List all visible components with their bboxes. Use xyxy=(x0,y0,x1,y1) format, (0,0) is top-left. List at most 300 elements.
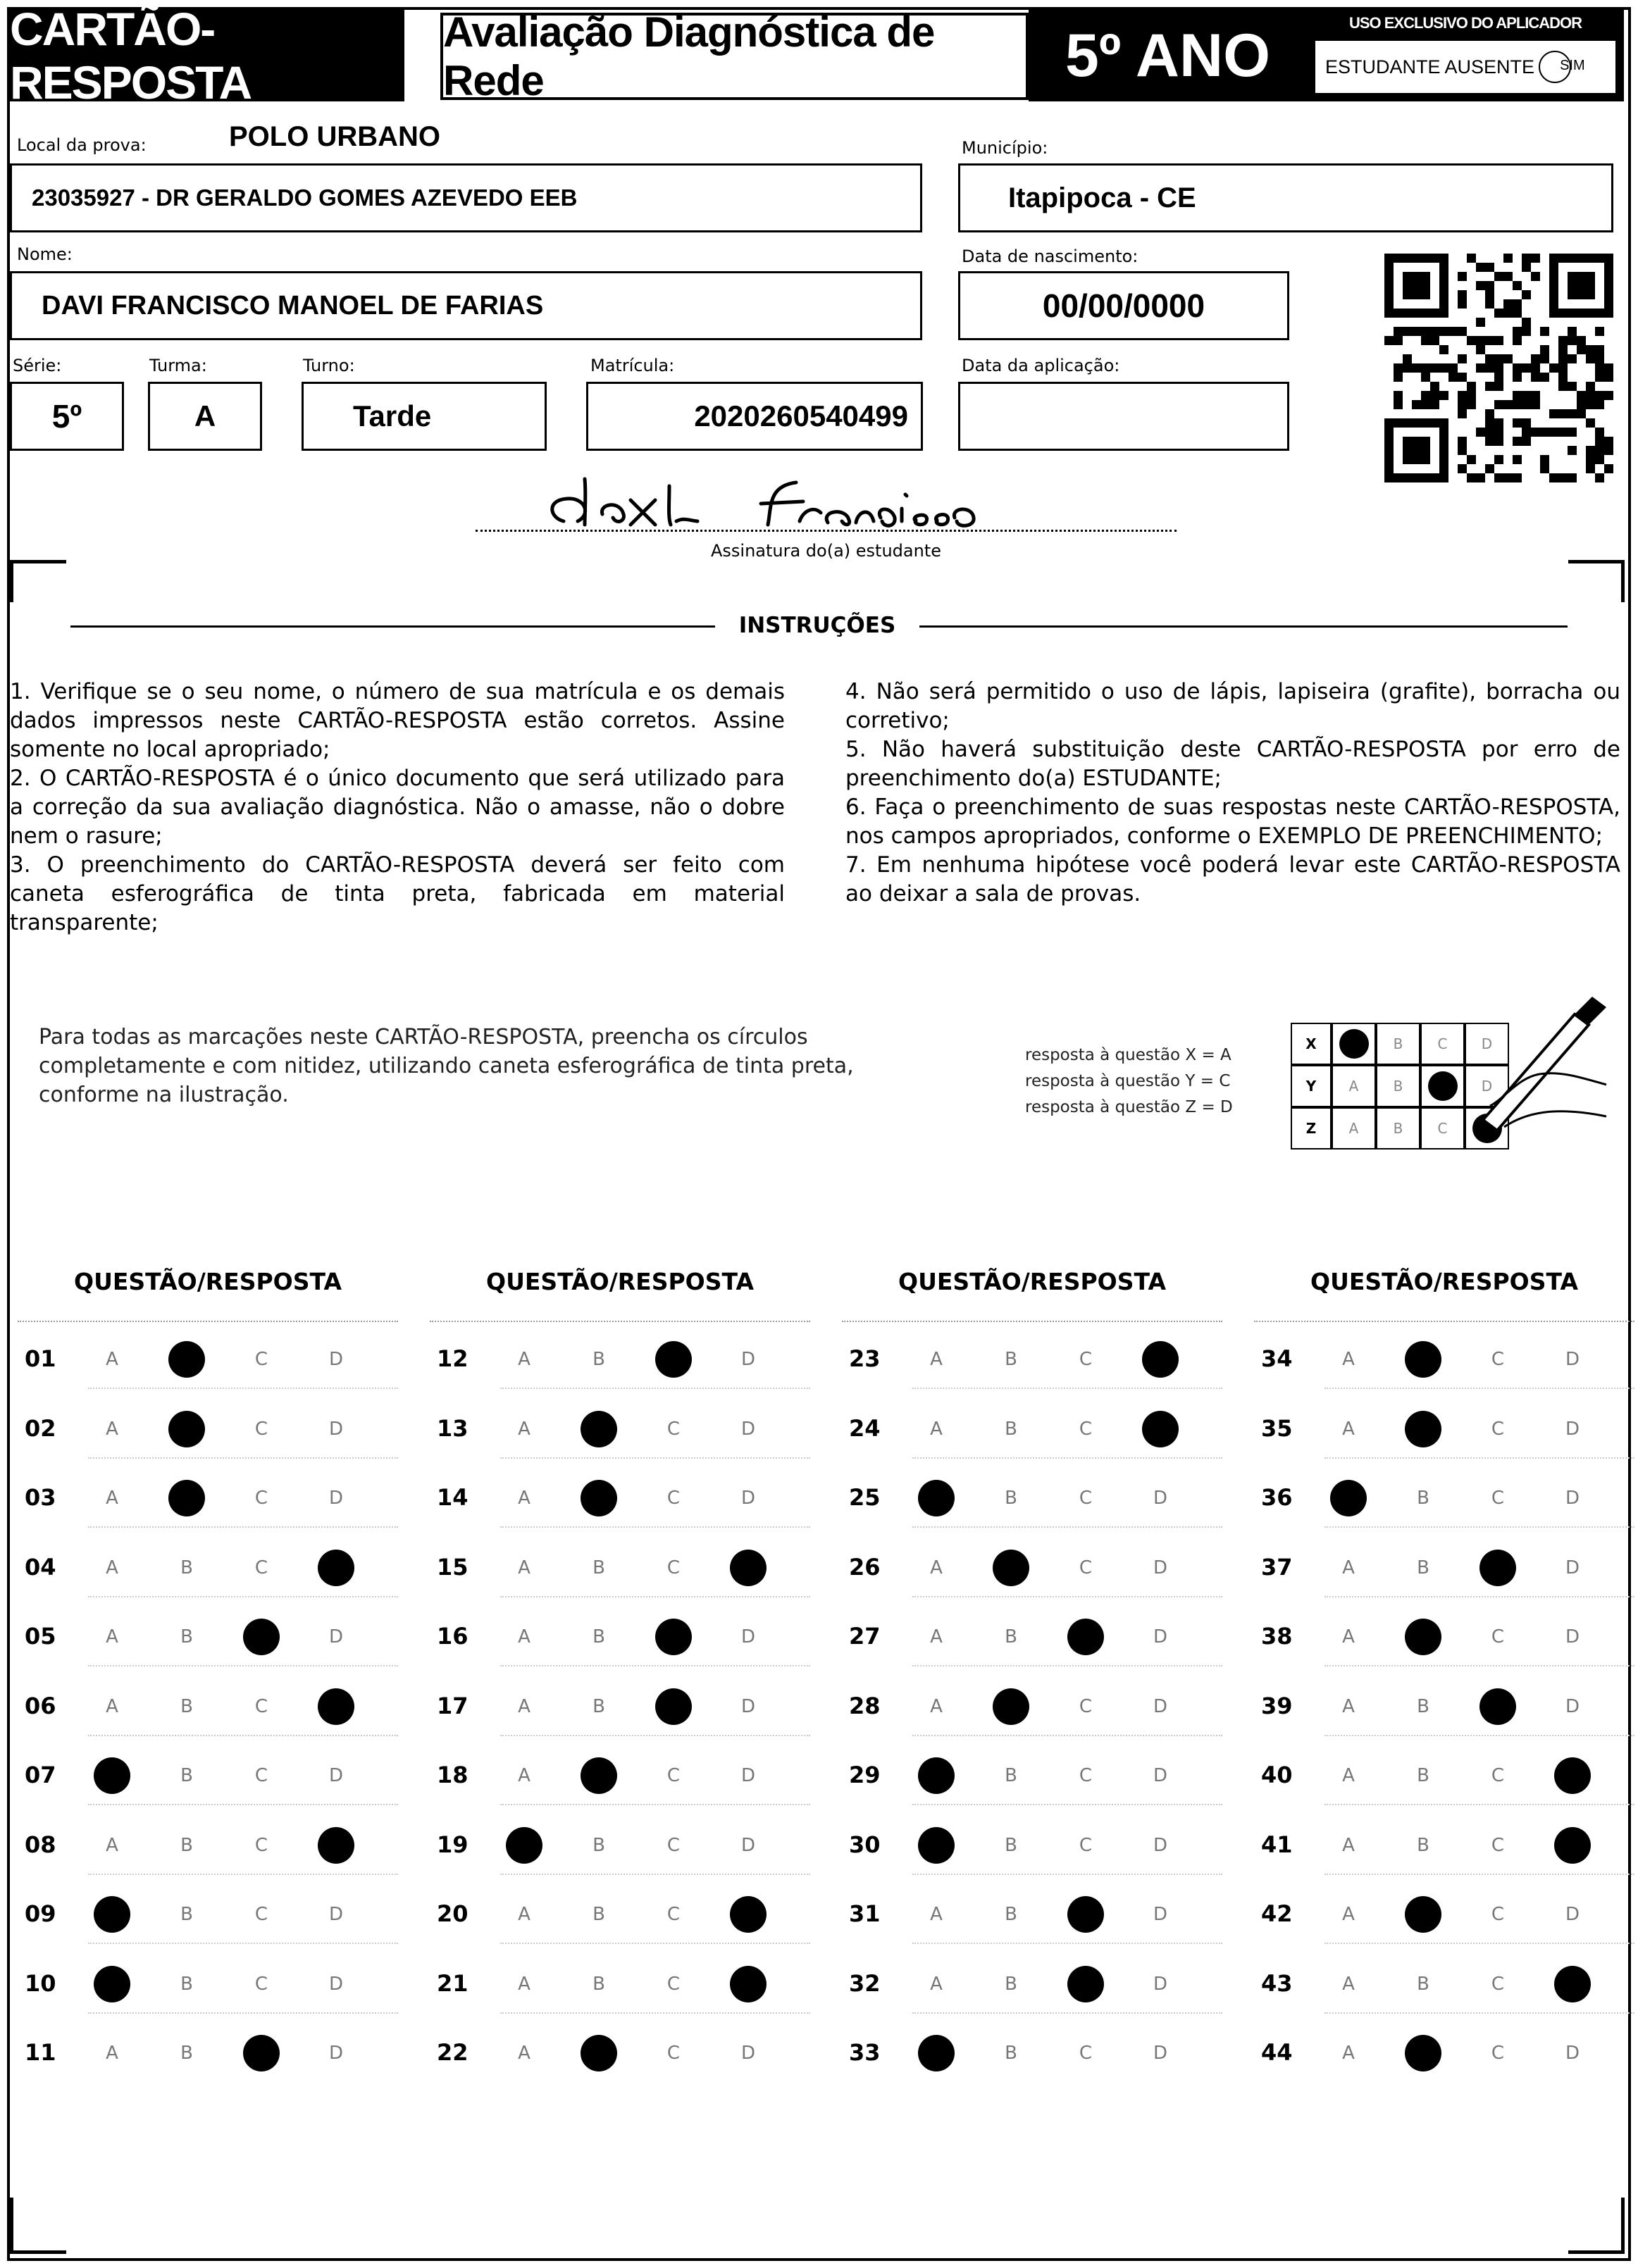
answer-bubble-a[interactable]: A xyxy=(1342,1765,1355,1786)
answer-bubble-b[interactable]: B xyxy=(1005,1765,1017,1786)
answer-bubble-b[interactable] xyxy=(1405,1341,1441,1378)
question-number: 05 xyxy=(25,1623,56,1650)
answer-bubble-a[interactable]: A xyxy=(1342,1904,1355,1925)
answer-bubble-c[interactable]: C xyxy=(666,2043,681,2064)
answer-bubble-b[interactable] xyxy=(581,1757,617,1794)
answer-bubble-d[interactable] xyxy=(1554,1757,1591,1794)
answer-bubble-c[interactable]: C xyxy=(1491,1349,1505,1370)
answer-bubble-b[interactable]: B xyxy=(180,1904,193,1925)
answer-bubble-a[interactable]: A xyxy=(930,1904,943,1925)
row-separator xyxy=(912,1943,1222,1944)
answer-bubble-c[interactable] xyxy=(655,1619,692,1655)
row-separator xyxy=(1324,1596,1634,1597)
answer-bubble-a[interactable]: A xyxy=(1342,1418,1355,1440)
turno-value: Tarde xyxy=(353,399,432,432)
example-row-label: X xyxy=(1291,1023,1332,1065)
city-label: Município: xyxy=(962,138,1048,158)
answer-bubble-b[interactable] xyxy=(993,1688,1029,1725)
answer-bubble-a[interactable] xyxy=(918,1757,955,1794)
answer-bubble-c[interactable]: C xyxy=(1079,1695,1093,1717)
row-separator xyxy=(1324,1735,1634,1736)
column-divider xyxy=(1254,1321,1634,1322)
answer-bubble-c[interactable]: C xyxy=(1491,1834,1505,1856)
city-field xyxy=(958,163,1613,232)
answer-bubble-d[interactable]: D xyxy=(1153,1834,1168,1856)
serie-label: Série: xyxy=(13,356,62,375)
answer-bubble-c[interactable]: C xyxy=(1079,1834,1093,1856)
answer-bubble-c[interactable]: C xyxy=(666,1765,681,1786)
answer-bubble-d[interactable]: D xyxy=(740,1626,756,1647)
absent-checkbox[interactable] xyxy=(1539,51,1585,83)
question-number: 14 xyxy=(437,1484,469,1511)
turma-label: Turma: xyxy=(149,356,207,375)
example-filled-bubble xyxy=(1339,1029,1369,1059)
question-number: 23 xyxy=(849,1345,881,1372)
question-number: 41 xyxy=(1261,1831,1293,1858)
answer-bubble-d[interactable]: D xyxy=(1153,1488,1168,1509)
answer-bubble-c[interactable]: C xyxy=(254,1695,268,1717)
answer-bubble-c[interactable]: C xyxy=(1079,2043,1093,2064)
instruction-item: 2. O CARTÃO-RESPOSTA é o único documento que será utilizado para a correção da sua avaliação diagnóstica. Não o amasse, não o dobre nem o rasure; xyxy=(10,766,785,849)
answer-bubble-b[interactable]: B xyxy=(1417,1973,1429,1995)
answer-bubble-c[interactable]: C xyxy=(1079,1349,1093,1370)
question-number: 03 xyxy=(25,1484,56,1511)
answer-bubble-a[interactable] xyxy=(94,1757,130,1794)
answer-bubble-a[interactable]: A xyxy=(1342,1349,1355,1370)
question-number: 35 xyxy=(1261,1414,1293,1442)
answer-bubble-c[interactable] xyxy=(1479,1550,1516,1586)
answer-bubble-b[interactable] xyxy=(1405,1411,1441,1447)
row-separator xyxy=(500,1388,810,1389)
school-field xyxy=(10,163,922,232)
answer-bubble-c[interactable]: C xyxy=(1491,1904,1505,1925)
row-separator xyxy=(500,1596,810,1597)
answer-bubble-d[interactable] xyxy=(730,1550,767,1586)
corner-mark-top-left xyxy=(10,560,66,602)
question-number: 01 xyxy=(25,1345,56,1372)
instructions-left xyxy=(10,678,785,937)
row-separator xyxy=(1324,1526,1634,1528)
answer-bubble-a[interactable]: A xyxy=(1342,1834,1355,1856)
answer-bubble-b[interactable] xyxy=(581,2035,617,2071)
answer-bubble-b[interactable] xyxy=(168,1480,205,1516)
question-number: 30 xyxy=(849,1831,881,1858)
answer-bubble-b[interactable]: B xyxy=(1417,1834,1429,1856)
column-divider xyxy=(842,1321,1222,1322)
answer-bubble-c[interactable] xyxy=(655,1341,692,1378)
answer-bubble-a[interactable]: A xyxy=(106,1557,118,1578)
answer-bubble-b[interactable]: B xyxy=(180,1765,193,1786)
answer-bubble-c[interactable] xyxy=(655,1688,692,1725)
exam-title: Avaliação Diagnóstica de Rede xyxy=(440,13,1029,100)
answer-bubble-c[interactable]: C xyxy=(1079,1765,1093,1786)
answer-bubble-a[interactable]: A xyxy=(930,1695,943,1717)
turma-field xyxy=(148,382,262,451)
answer-bubble-a[interactable] xyxy=(1330,1480,1367,1516)
answer-bubble-b[interactable]: B xyxy=(180,1973,193,1995)
question-number: 27 xyxy=(849,1623,881,1650)
row-separator xyxy=(500,1804,810,1805)
row-separator xyxy=(1324,1665,1634,1666)
row-separator xyxy=(1324,1388,1634,1389)
question-number: 09 xyxy=(25,1900,56,1927)
example-cell xyxy=(1420,1065,1465,1107)
question-number: 43 xyxy=(1261,1969,1293,1997)
answer-bubble-d[interactable] xyxy=(318,1550,354,1586)
answer-bubble-c[interactable]: C xyxy=(666,1488,681,1509)
signature xyxy=(535,451,1113,535)
question-number: 33 xyxy=(849,2039,881,2066)
question-number: 38 xyxy=(1261,1623,1293,1650)
answer-bubble-c[interactable]: C xyxy=(254,1904,268,1925)
row-separator xyxy=(1324,1874,1634,1875)
question-number: 15 xyxy=(437,1553,469,1581)
example-cell: A xyxy=(1332,1065,1376,1107)
answer-bubble-d[interactable]: D xyxy=(1153,1626,1168,1647)
row-separator xyxy=(88,1943,398,1944)
answer-bubble-b[interactable]: B xyxy=(1417,1765,1429,1786)
answer-bubble-a[interactable] xyxy=(918,1827,955,1864)
row-separator xyxy=(912,1526,1222,1528)
answer-bubble-d[interactable]: D xyxy=(740,1765,756,1786)
answer-bubble-c[interactable]: C xyxy=(254,1834,268,1856)
instruction-item: 7. Em nenhuma hipótese você poderá levar este CARTÃO-RESPOSTA ao deixar a sala de provas. xyxy=(845,852,1620,906)
row-separator xyxy=(912,1735,1222,1736)
answer-bubble-d[interactable] xyxy=(318,1827,354,1864)
answer-bubble-d[interactable]: D xyxy=(1565,1557,1580,1578)
example-line: resposta à questão X = A xyxy=(1025,1046,1231,1064)
answer-bubble-b[interactable] xyxy=(1405,2035,1441,2071)
answer-bubble-d[interactable]: D xyxy=(1565,1418,1580,1440)
answer-bubble-b[interactable]: B xyxy=(180,1695,193,1717)
answer-bubble-a[interactable]: A xyxy=(1342,1973,1355,1995)
question-number: 34 xyxy=(1261,1345,1293,1372)
corner-mark-bottom-left xyxy=(10,2198,66,2254)
matricula-value: 2020260540499 xyxy=(694,399,908,432)
birth-label: Data de nascimento: xyxy=(962,247,1138,266)
answer-bubble-d[interactable] xyxy=(1554,1827,1591,1864)
row-separator xyxy=(1324,1943,1634,1944)
example-text: Para todas as marcações neste CARTÃO-RESPOSTA, preencha os círculos completamente e com nitidez, utilizando caneta esferográfica de tinta preta, conforme na ilustração. xyxy=(39,1025,854,1107)
row-separator xyxy=(500,1735,810,1736)
answer-bubble-b[interactable]: B xyxy=(1417,1557,1429,1578)
answer-bubble-d[interactable]: D xyxy=(328,1904,344,1925)
answer-bubble-d[interactable]: D xyxy=(1153,1695,1168,1717)
answer-bubble-b[interactable]: B xyxy=(592,1349,605,1370)
question-number: 21 xyxy=(437,1969,469,1997)
answer-bubble-c[interactable] xyxy=(1479,1688,1516,1725)
answer-bubble-c[interactable]: C xyxy=(666,1904,681,1925)
answer-bubble-d[interactable]: D xyxy=(328,2043,344,2064)
answer-bubble-a[interactable]: A xyxy=(106,1626,118,1647)
answer-bubble-b[interactable] xyxy=(993,1550,1029,1586)
answer-bubble-c[interactable]: C xyxy=(1491,1765,1505,1786)
question-number: 17 xyxy=(437,1692,469,1719)
answer-bubble-c[interactable]: C xyxy=(1491,1418,1505,1440)
answer-bubble-a[interactable]: A xyxy=(1342,1695,1355,1717)
answer-bubble-d[interactable]: D xyxy=(1565,1349,1580,1370)
answer-bubble-d[interactable] xyxy=(730,1966,767,2002)
answer-bubble-c[interactable]: C xyxy=(1491,1488,1505,1509)
answer-bubble-d[interactable]: D xyxy=(328,1418,344,1440)
row-separator xyxy=(500,1943,810,1944)
instruction-item: 3. O preenchimento do CARTÃO-RESPOSTA deverá ser feito com caneta esferográfica de tinta preta, fabricada em material transparente; xyxy=(10,852,785,935)
example-row-label: Z xyxy=(1291,1107,1332,1149)
answer-bubble-d[interactable] xyxy=(1142,1411,1179,1447)
answer-bubble-b[interactable] xyxy=(1405,1896,1441,1933)
answer-bubble-d[interactable]: D xyxy=(328,1349,344,1370)
answer-bubble-c[interactable]: C xyxy=(1079,1557,1093,1578)
answer-bubble-b[interactable]: B xyxy=(1005,1488,1017,1509)
answer-bubble-d[interactable]: D xyxy=(740,1349,756,1370)
question-number: 40 xyxy=(1261,1762,1293,1788)
answer-bubble-b[interactable]: B xyxy=(1005,1973,1017,1995)
answer-bubble-b[interactable]: B xyxy=(592,1557,605,1578)
row-separator xyxy=(912,1665,1222,1666)
answer-bubble-c[interactable] xyxy=(243,1619,280,1655)
answer-bubble-b[interactable]: B xyxy=(592,1834,605,1856)
turno-label: Turno: xyxy=(303,356,355,375)
application-date-label: Data da aplicação: xyxy=(962,356,1120,375)
answer-bubble-b[interactable]: B xyxy=(1005,2043,1017,2064)
answer-bubble-b[interactable]: B xyxy=(1005,1626,1017,1647)
answer-bubble-d[interactable] xyxy=(1554,1966,1591,2002)
question-number: 37 xyxy=(1261,1553,1293,1581)
answer-bubble-c[interactable]: C xyxy=(254,1349,268,1370)
row-separator xyxy=(912,1874,1222,1875)
question-number: 29 xyxy=(849,1762,881,1788)
answer-bubble-d[interactable]: D xyxy=(740,1488,756,1509)
example-cell: B xyxy=(1376,1065,1420,1107)
answer-bubble-a[interactable]: A xyxy=(106,1349,118,1370)
turno-field xyxy=(302,382,547,451)
answer-bubble-b[interactable] xyxy=(581,1480,617,1516)
answer-bubble-a[interactable]: A xyxy=(930,1418,943,1440)
answer-bubble-d[interactable]: D xyxy=(1153,2043,1168,2064)
corner-mark-top-right xyxy=(1568,560,1625,602)
answer-bubble-a[interactable]: A xyxy=(106,1418,118,1440)
question-number: 06 xyxy=(25,1692,56,1719)
answer-bubble-d[interactable]: D xyxy=(1565,1695,1580,1717)
row-separator xyxy=(500,1457,810,1459)
answer-bubble-c[interactable]: C xyxy=(1491,1626,1505,1647)
name-label: Nome: xyxy=(17,244,73,264)
answer-bubble-c[interactable] xyxy=(1067,1896,1104,1933)
answer-bubble-d[interactable]: D xyxy=(1565,1904,1580,1925)
answer-bubble-c[interactable]: C xyxy=(254,1973,268,1995)
row-separator xyxy=(1324,2012,1634,2014)
answer-bubble-a[interactable] xyxy=(94,1896,130,1933)
signature-drawing xyxy=(535,451,1113,535)
example-lines xyxy=(1025,1042,1268,1121)
answer-bubble-c[interactable]: C xyxy=(666,1834,681,1856)
answer-bubble-a[interactable]: A xyxy=(518,1695,531,1717)
answer-bubble-b[interactable]: B xyxy=(1005,1418,1017,1440)
instruction-item: 6. Faça o preenchimento de suas respostas neste CARTÃO-RESPOSTA, nos campos apropriados, conforme o EXEMPLO DE PREENCHIMENTO; xyxy=(845,795,1620,849)
answer-bubble-c[interactable]: C xyxy=(1079,1488,1093,1509)
answer-bubble-a[interactable]: A xyxy=(930,1973,943,1995)
answer-bubble-c[interactable]: C xyxy=(254,1765,268,1786)
answer-bubble-b[interactable]: B xyxy=(1005,1349,1017,1370)
answer-bubble-a[interactable]: A xyxy=(518,1557,531,1578)
answer-bubble-a[interactable] xyxy=(94,1966,130,2002)
answer-bubble-a[interactable]: A xyxy=(518,2043,531,2064)
question-number: 18 xyxy=(437,1762,469,1788)
example-line: resposta à questão Z = D xyxy=(1025,1098,1233,1116)
answer-bubble-d[interactable]: D xyxy=(740,1834,756,1856)
answer-bubble-a[interactable]: A xyxy=(518,1349,531,1370)
question-number: 07 xyxy=(25,1762,56,1788)
answer-bubble-b[interactable] xyxy=(1405,1619,1441,1655)
answer-bubble-d[interactable]: D xyxy=(740,2043,756,2064)
answer-bubble-a[interactable]: A xyxy=(1342,2043,1355,2064)
applicator-box xyxy=(1307,10,1624,101)
example-cell: D xyxy=(1465,1023,1509,1065)
answer-bubble-a[interactable]: A xyxy=(518,1418,531,1440)
application-date-field[interactable] xyxy=(958,382,1289,451)
answer-bubble-b[interactable]: B xyxy=(180,2043,193,2064)
answer-bubble-c[interactable]: C xyxy=(1079,1418,1093,1440)
answer-column-heading: QUESTÃO/RESPOSTA xyxy=(486,1268,754,1295)
answer-bubble-c[interactable] xyxy=(1067,1966,1104,2002)
answer-bubble-a[interactable]: A xyxy=(518,1488,531,1509)
card-title: CARTÃO-RESPOSTA xyxy=(10,10,404,101)
answer-bubble-b[interactable]: B xyxy=(592,1695,605,1717)
question-number: 36 xyxy=(1261,1484,1293,1511)
row-separator xyxy=(88,1735,398,1736)
answer-bubble-a[interactable] xyxy=(918,2035,955,2071)
question-number: 31 xyxy=(849,1900,881,1927)
answer-bubble-d[interactable]: D xyxy=(328,1488,344,1509)
answer-bubble-a[interactable] xyxy=(918,1480,955,1516)
question-number: 12 xyxy=(437,1345,469,1372)
instructions-title: INSTRUÇÕES xyxy=(738,613,896,638)
answer-bubble-a[interactable]: A xyxy=(1342,1557,1355,1578)
answer-bubble-b[interactable]: B xyxy=(180,1834,193,1856)
absent-option: SIM xyxy=(1560,58,1585,73)
row-separator xyxy=(912,1388,1222,1389)
answer-bubble-d[interactable]: D xyxy=(328,1626,344,1647)
row-separator xyxy=(88,1526,398,1528)
answer-bubble-b[interactable] xyxy=(168,1411,205,1447)
answer-bubble-a[interactable] xyxy=(506,1827,542,1864)
example-cell: C xyxy=(1420,1107,1465,1149)
answer-bubble-b[interactable]: B xyxy=(592,1973,605,1995)
answer-bubble-c[interactable] xyxy=(1067,1619,1104,1655)
example-cell xyxy=(1332,1023,1376,1065)
row-separator xyxy=(88,2012,398,2014)
corner-mark-bottom-right xyxy=(1568,2198,1625,2254)
answer-bubble-a[interactable]: A xyxy=(106,1834,118,1856)
answer-bubble-a[interactable]: A xyxy=(1342,1626,1355,1647)
answer-bubble-d[interactable]: D xyxy=(740,1418,756,1440)
row-separator xyxy=(500,2012,810,2014)
instructions-rule-left xyxy=(70,625,715,628)
column-divider xyxy=(18,1321,398,1322)
answer-bubble-b[interactable] xyxy=(581,1411,617,1447)
answer-bubble-b[interactable] xyxy=(168,1341,205,1378)
row-separator xyxy=(500,1665,810,1666)
answer-column-heading: QUESTÃO/RESPOSTA xyxy=(1310,1268,1578,1295)
example-row-label: Y xyxy=(1291,1065,1332,1107)
answer-bubble-d[interactable]: D xyxy=(1153,1973,1168,1995)
answer-bubble-c[interactable]: C xyxy=(254,1488,268,1509)
answer-bubble-a[interactable]: A xyxy=(518,1973,531,1995)
answer-bubble-a[interactable]: A xyxy=(518,1626,531,1647)
answer-column-heading: QUESTÃO/RESPOSTA xyxy=(74,1268,342,1295)
row-separator xyxy=(88,1665,398,1666)
answer-bubble-d[interactable]: D xyxy=(1153,1557,1168,1578)
question-number: 04 xyxy=(25,1553,56,1581)
answer-bubble-d[interactable] xyxy=(318,1688,354,1725)
answer-bubble-a[interactable]: A xyxy=(930,1557,943,1578)
question-number: 02 xyxy=(25,1414,56,1442)
answer-bubble-d[interactable] xyxy=(1142,1341,1179,1378)
answer-bubble-c[interactable]: C xyxy=(254,1418,268,1440)
row-separator xyxy=(88,1457,398,1459)
row-separator xyxy=(88,1874,398,1875)
answer-bubble-d[interactable]: D xyxy=(328,1973,344,1995)
answer-bubble-c[interactable]: C xyxy=(666,1418,681,1440)
answer-bubble-b[interactable]: B xyxy=(1417,1488,1429,1509)
answer-bubble-d[interactable]: D xyxy=(1565,1488,1580,1509)
answer-bubble-b[interactable]: B xyxy=(180,1626,193,1647)
answer-bubble-c[interactable]: C xyxy=(1491,1973,1505,1995)
answer-bubble-d[interactable]: D xyxy=(328,1765,344,1786)
answer-bubble-c[interactable] xyxy=(243,2035,280,2071)
answer-bubble-b[interactable]: B xyxy=(1005,1904,1017,1925)
answer-bubble-d[interactable]: D xyxy=(1565,1626,1580,1647)
answer-bubble-d[interactable]: D xyxy=(1153,1765,1168,1786)
answer-bubble-b[interactable]: B xyxy=(180,1557,193,1578)
answer-bubble-d[interactable]: D xyxy=(1565,2043,1580,2064)
question-number: 20 xyxy=(437,1900,469,1927)
answer-bubble-d[interactable] xyxy=(730,1896,767,1933)
row-separator xyxy=(88,1596,398,1597)
answer-bubble-b[interactable]: B xyxy=(1005,1834,1017,1856)
answer-bubble-a[interactable]: A xyxy=(930,1626,943,1647)
answer-bubble-a[interactable]: A xyxy=(930,1349,943,1370)
answer-bubble-c[interactable]: C xyxy=(1491,2043,1505,2064)
answer-bubble-a[interactable]: A xyxy=(518,1765,531,1786)
answer-bubble-a[interactable]: A xyxy=(106,2043,118,2064)
answer-bubble-b[interactable]: B xyxy=(592,1626,605,1647)
row-separator xyxy=(1324,1804,1634,1805)
birth-value: 00/00/0000 xyxy=(1042,287,1205,324)
answer-bubble-c[interactable]: C xyxy=(666,1557,681,1578)
row-separator xyxy=(88,1804,398,1805)
answer-bubble-a[interactable]: A xyxy=(106,1695,118,1717)
answer-bubble-c[interactable]: C xyxy=(666,1973,681,1995)
school-value: 23035927 - DR GERALDO GOMES AZEVEDO EEB xyxy=(32,185,578,211)
answer-bubble-b[interactable]: B xyxy=(1417,1695,1429,1717)
instruction-item: 1. Verifique se o seu nome, o número de sua matrícula e os demais dados impressos neste CARTÃO-RESPOSTA estão corretos. Assine somente no local apropriado; xyxy=(10,679,785,762)
column-divider xyxy=(430,1321,810,1322)
answer-bubble-c[interactable]: C xyxy=(254,1557,268,1578)
city-value: Itapipoca - CE xyxy=(1008,182,1196,213)
answer-bubble-b[interactable]: B xyxy=(592,1904,605,1925)
answer-bubble-d[interactable]: D xyxy=(740,1695,756,1717)
answer-bubble-a[interactable]: A xyxy=(518,1904,531,1925)
serie-value: 5º xyxy=(51,398,82,435)
question-number: 13 xyxy=(437,1414,469,1442)
question-number: 24 xyxy=(849,1414,881,1442)
example-cell: B xyxy=(1376,1107,1420,1149)
answer-bubble-d[interactable]: D xyxy=(1153,1904,1168,1925)
question-number: 42 xyxy=(1261,1900,1293,1927)
answer-bubble-a[interactable]: A xyxy=(106,1488,118,1509)
row-separator xyxy=(912,1457,1222,1459)
